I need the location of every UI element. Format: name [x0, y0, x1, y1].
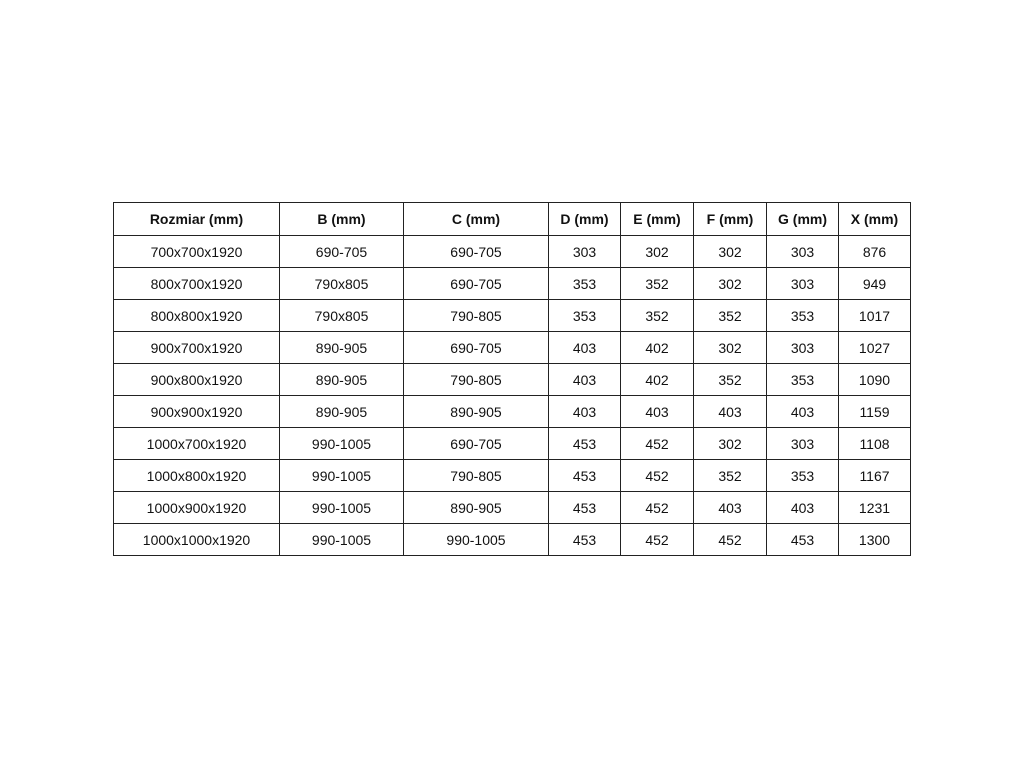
cell-x: 1108 [839, 428, 911, 460]
cell-rozmiar: 1000x700x1920 [114, 428, 280, 460]
cell-d: 403 [549, 332, 621, 364]
table-row [114, 460, 911, 492]
cell-d: 453 [549, 524, 621, 556]
cell-rozmiar: 1000x1000x1920 [114, 524, 280, 556]
cell-rozmiar: 700x700x1920 [114, 236, 280, 268]
table-row [114, 236, 911, 268]
cell-c: 790-805 [404, 460, 549, 492]
cell-d: 453 [549, 460, 621, 492]
cell-b: 890-905 [280, 364, 404, 396]
table-row [114, 428, 911, 460]
cell-c: 890-905 [404, 492, 549, 524]
dimensions-table [113, 202, 911, 556]
cell-f: 352 [694, 460, 767, 492]
cell-b: 790x805 [280, 300, 404, 332]
cell-x: 1231 [839, 492, 911, 524]
header-d: D (mm) [549, 203, 621, 236]
header-x: X (mm) [839, 203, 911, 236]
cell-c: 690-705 [404, 236, 549, 268]
cell-rozmiar: 1000x900x1920 [114, 492, 280, 524]
cell-rozmiar: 900x800x1920 [114, 364, 280, 396]
table-row [114, 300, 911, 332]
cell-f: 302 [694, 428, 767, 460]
cell-rozmiar: 800x800x1920 [114, 300, 280, 332]
cell-e: 452 [621, 460, 694, 492]
cell-x: 876 [839, 236, 911, 268]
cell-g: 303 [767, 236, 839, 268]
header-f: F (mm) [694, 203, 767, 236]
cell-b: 690-705 [280, 236, 404, 268]
cell-b: 990-1005 [280, 524, 404, 556]
cell-g: 453 [767, 524, 839, 556]
cell-f: 452 [694, 524, 767, 556]
cell-e: 402 [621, 364, 694, 396]
header-g: G (mm) [767, 203, 839, 236]
cell-g: 353 [767, 364, 839, 396]
cell-e: 452 [621, 428, 694, 460]
cell-g: 303 [767, 332, 839, 364]
cell-c: 690-705 [404, 428, 549, 460]
cell-rozmiar: 900x900x1920 [114, 396, 280, 428]
cell-d: 303 [549, 236, 621, 268]
table-row [114, 268, 911, 300]
cell-f: 302 [694, 332, 767, 364]
cell-g: 353 [767, 460, 839, 492]
cell-g: 303 [767, 268, 839, 300]
cell-c: 890-905 [404, 396, 549, 428]
cell-x: 1167 [839, 460, 911, 492]
table-row [114, 396, 911, 428]
table-header [114, 203, 911, 236]
cell-d: 453 [549, 428, 621, 460]
table-row [114, 364, 911, 396]
cell-x: 949 [839, 268, 911, 300]
cell-g: 403 [767, 396, 839, 428]
cell-f: 352 [694, 364, 767, 396]
cell-c: 990-1005 [404, 524, 549, 556]
table-row [114, 332, 911, 364]
cell-c: 790-805 [404, 364, 549, 396]
cell-rozmiar: 800x700x1920 [114, 268, 280, 300]
cell-b: 890-905 [280, 332, 404, 364]
cell-d: 353 [549, 300, 621, 332]
table-row [114, 524, 911, 556]
cell-g: 403 [767, 492, 839, 524]
cell-e: 402 [621, 332, 694, 364]
cell-g: 353 [767, 300, 839, 332]
header-c: C (mm) [404, 203, 549, 236]
cell-e: 352 [621, 268, 694, 300]
cell-b: 990-1005 [280, 428, 404, 460]
cell-f: 302 [694, 236, 767, 268]
header-rozmiar: Rozmiar (mm) [114, 203, 280, 236]
cell-c: 790-805 [404, 300, 549, 332]
cell-f: 403 [694, 492, 767, 524]
cell-f: 352 [694, 300, 767, 332]
cell-rozmiar: 1000x800x1920 [114, 460, 280, 492]
cell-d: 453 [549, 492, 621, 524]
header-b: B (mm) [280, 203, 404, 236]
cell-b: 890-905 [280, 396, 404, 428]
cell-e: 302 [621, 236, 694, 268]
cell-d: 403 [549, 364, 621, 396]
cell-c: 690-705 [404, 268, 549, 300]
cell-b: 990-1005 [280, 460, 404, 492]
header-e: E (mm) [621, 203, 694, 236]
cell-c: 690-705 [404, 332, 549, 364]
cell-x: 1027 [839, 332, 911, 364]
cell-g: 303 [767, 428, 839, 460]
cell-d: 353 [549, 268, 621, 300]
cell-x: 1159 [839, 396, 911, 428]
cell-e: 452 [621, 492, 694, 524]
cell-rozmiar: 900x700x1920 [114, 332, 280, 364]
cell-e: 403 [621, 396, 694, 428]
table-row [114, 492, 911, 524]
cell-e: 452 [621, 524, 694, 556]
cell-f: 302 [694, 268, 767, 300]
header-row [114, 203, 911, 236]
table-body [114, 236, 911, 556]
cell-b: 790x805 [280, 268, 404, 300]
cell-e: 352 [621, 300, 694, 332]
cell-b: 990-1005 [280, 492, 404, 524]
cell-d: 403 [549, 396, 621, 428]
cell-x: 1017 [839, 300, 911, 332]
cell-x: 1090 [839, 364, 911, 396]
cell-f: 403 [694, 396, 767, 428]
cell-x: 1300 [839, 524, 911, 556]
